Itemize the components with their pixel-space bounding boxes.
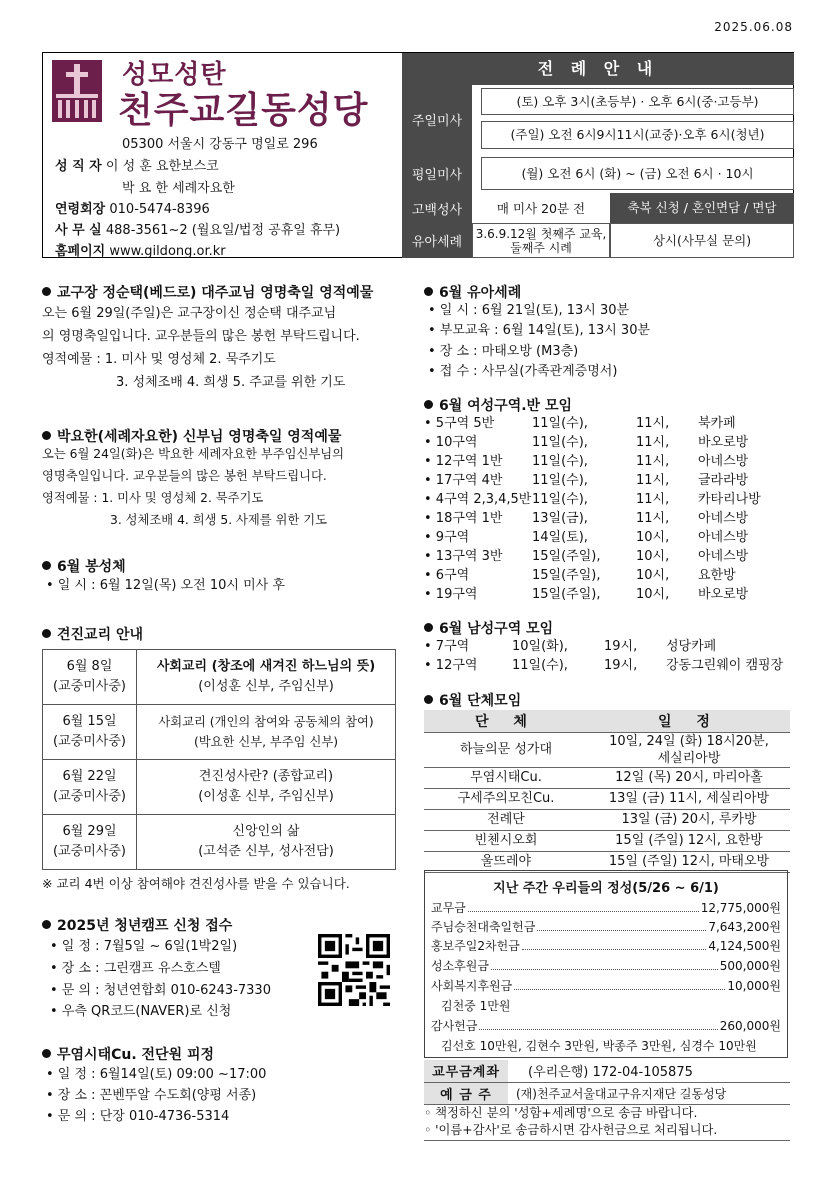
schedule-title: 전 례 안 내: [402, 53, 794, 85]
list-item-cell: 요한방: [698, 568, 736, 583]
list-item-cell: 15일(주일),: [532, 587, 601, 602]
women-meeting-list: [424, 414, 794, 604]
confirmation-title: 견진교리 안내: [42, 624, 143, 644]
list-item-cell: 13일(금),: [532, 511, 588, 526]
list-item: [424, 509, 794, 528]
church-logo-icon: [52, 60, 102, 122]
list-item: [424, 547, 794, 566]
offering-donor: 김선호 10만원, 김현수 3만원, 박종주 3만원, 심경수 10만원: [441, 1039, 757, 1053]
list-item-cell: 11일(수),: [532, 435, 588, 450]
list-item-cell: 아네스방: [698, 549, 749, 564]
list-item: [424, 566, 794, 585]
priest-text-1: 오는 6월 24일(화)은 박요한 세례자요한 부주임신부님의: [42, 447, 345, 461]
communion-title: 6월 봉성체: [42, 556, 126, 576]
communion-time: • 일 시 : 6월 12일(목) 오전 10시 미사 후: [46, 578, 285, 593]
confirmation-note: ※ 교리 4번 이상 참여해야 견진성사를 받을 수 있습니다.: [42, 876, 350, 891]
weekday-mass: (월) 오전 6시 (화) ~ (금) 오전 6시 · 10시: [481, 157, 794, 190]
list-item-cell: • 12구역 1반: [424, 454, 503, 469]
list-item-cell: 북카페: [698, 416, 736, 431]
president-phone: 010-5474-8396: [109, 202, 210, 217]
retreat-date: • 일 정 : 6월14일(토) 09:00 ~17:00: [46, 1067, 267, 1082]
list-item: [424, 585, 794, 604]
confirmation-table: [42, 649, 396, 870]
list-item-cell: 아네스방: [698, 454, 749, 469]
offering-title: 지난 주간 우리들의 정성(5/26 ~ 6/1): [493, 881, 719, 896]
retreat-contact: • 문 의 : 단장 010-4736-5314: [46, 1109, 230, 1124]
priest-feast-title: 박요한(세례자요한) 신부님 영명축일 영적예물: [42, 426, 341, 446]
retreat-title: 무염시태Cu. 전단원 피정: [42, 1044, 214, 1064]
women-meeting-title: 6월 여성구역.반 모임: [424, 395, 572, 415]
list-item-cell: • 6구역: [424, 568, 470, 583]
offering-row: 교무금 12,775,000원: [431, 901, 781, 915]
transfer-note-1: ◦ 책정하신 분의 '성함+세례명'으로 송금 바랍니다.: [424, 1106, 698, 1120]
list-item: [424, 656, 794, 675]
confession-label: 고백성사: [402, 193, 472, 223]
issue-date: 2025.06.08: [714, 20, 793, 34]
bank-account-table: [424, 1060, 790, 1105]
list-item: [424, 490, 794, 509]
men-meeting-title: 6월 남성구역 모임: [424, 618, 553, 638]
list-item-cell: 11일(수),: [532, 416, 588, 431]
list-item-cell: • 5구역 5반: [424, 416, 495, 431]
men-meeting-list: [424, 637, 794, 675]
list-item: [424, 637, 794, 656]
schedule-column-header: 일 정: [588, 710, 790, 732]
list-item-cell: 19시,: [604, 658, 638, 673]
youth-camp-date: • 일 정 : 7월5일 ~ 6일(1박2일): [50, 939, 238, 954]
group-column-header: 단 체: [424, 710, 588, 732]
archbishop-text-4: 3. 성체조배 4. 희생 5. 주교를 위한 기도: [116, 375, 346, 390]
list-item-cell: 11일(수),: [512, 658, 568, 673]
table-row: 6월 8일 (교중미사중) 사회교리 (창조에 새겨진 하느님의 뜻) (이성훈 신부, 주임신부): [43, 650, 396, 705]
retreat-place: • 장 소 : 꼰벤뚜알 수도회(양평 서종): [46, 1088, 257, 1103]
list-item-cell: 10시,: [636, 587, 670, 602]
table-row: 울뜨레야 15일 (주일) 12시, 마태오방: [424, 851, 790, 872]
list-item: [424, 433, 794, 452]
list-item-cell: 성당카페: [666, 639, 717, 654]
offering-row: 성소후원금 500,000원: [431, 959, 781, 973]
account-label: 교무금계좌: [424, 1060, 508, 1082]
table-row: 구세주의모친Cu. 13일 (금) 11시, 세실리아방: [424, 788, 790, 809]
list-item: [424, 414, 794, 433]
staff-2: 박 요 한 세례자요한: [122, 181, 235, 196]
priest-text-2: 영명축일입니다. 교우분들의 많은 봉헌 부탁드립니다.: [42, 469, 327, 483]
list-item-cell: 10시,: [636, 549, 670, 564]
youth-camp-contact: • 문 의 : 청년연합회 010-6243-7330: [50, 983, 271, 998]
staff-label: 성 직 자: [55, 159, 102, 174]
youth-camp-title: 2025년 청년캠프 신청 접수: [42, 915, 232, 935]
list-item-cell: 11시,: [636, 473, 670, 488]
list-item-cell: 바오로방: [698, 587, 749, 602]
parish-subtitle: 성모성탄: [122, 60, 227, 90]
archbishop-text-1: 오는 6월 29일(주일)은 교구장이신 정순택 대주교님: [42, 306, 337, 321]
list-item-cell: 카타리나방: [698, 492, 761, 507]
infant-baptism-title: 6월 유아세례: [424, 282, 521, 302]
list-item-cell: • 19구역: [424, 587, 478, 602]
account-number: (우리은행) 172-04-105875: [508, 1060, 790, 1082]
list-item-cell: 강동그린웨이 캠핑장: [666, 658, 784, 673]
baptism-note: 상시(사무실 문의): [610, 223, 794, 258]
table-row: 무염시태Cu. 12일 (목) 20시, 마리아홀: [424, 767, 790, 788]
list-item-cell: 14일(토),: [532, 530, 588, 545]
priest-text-3: 영적예물 : 1. 미사 및 영성체 2. 묵주기도: [42, 491, 264, 505]
staff-1: 이 성 훈 요한보스코: [105, 159, 219, 174]
homepage-link[interactable]: www.gildong.or.kr: [109, 244, 226, 259]
list-item-cell: 11시,: [636, 492, 670, 507]
list-item-cell: 11시,: [636, 435, 670, 450]
list-item-cell: • 13구역 3반: [424, 549, 503, 564]
baptism-label: 유아세례: [402, 223, 472, 258]
offering-row: 감사헌금 260,000원: [431, 1019, 781, 1033]
offering-row: 홍보주일2차헌금 4,124,500원: [431, 939, 781, 953]
list-item: [424, 528, 794, 547]
parish-title: 천주교길동성당: [118, 90, 369, 131]
table-row: 하늘의문 성가대 10일, 24일 (화) 18시20분, 세실리아방: [424, 732, 790, 767]
office-label: 사 무 실: [55, 223, 102, 238]
list-item-cell: 아네스방: [698, 530, 749, 545]
infant-baptism-date: • 일 시 : 6월 21일(토), 13시 30분: [428, 303, 630, 318]
list-item-cell: 바오로방: [698, 435, 749, 450]
archbishop-feast-title: 교구장 정순택(베드로) 대주교님 영명축일 영적예물: [42, 282, 373, 302]
table-row: 전례단 13일 (금) 20시, 루카방: [424, 809, 790, 830]
list-item-cell: • 7구역: [424, 639, 470, 654]
list-item-cell: 10시,: [636, 568, 670, 583]
blessing-request: 축복 신청 / 혼인면담 / 면담: [610, 193, 794, 223]
table-row: 6월 29일 (교중미사중) 신앙인의 삶 (고석준 신부, 성사전담): [43, 815, 396, 870]
list-item: [424, 471, 794, 490]
offering-donor: 김천중 1만원: [441, 999, 511, 1013]
list-item-cell: 11일(수),: [532, 492, 588, 507]
list-item-cell: 19시,: [604, 639, 638, 654]
list-item-cell: 15일(주일),: [532, 549, 601, 564]
homepage-label: 홈페이지: [55, 244, 106, 259]
list-item-cell: • 17구역 4반: [424, 473, 503, 488]
list-item-cell: • 4구역 2,3,4,5반: [424, 492, 532, 507]
list-item-cell: 글라라방: [698, 473, 749, 488]
list-item-cell: 11일(수),: [532, 473, 588, 488]
list-item-cell: • 18구역 1반: [424, 511, 503, 526]
list-item-cell: 11일(수),: [532, 454, 588, 469]
infant-baptism-education: • 부모교육 : 6월 14일(토), 13시 30분: [428, 323, 651, 338]
list-item-cell: 15일(주일),: [532, 568, 601, 583]
archbishop-text-2: 의 영명축일입니다. 교우분들의 많은 봉헌 부탁드립니다.: [42, 329, 360, 344]
infant-baptism-place: • 장 소 : 마태오방 (M3층): [428, 344, 579, 359]
president-label: 연령회장: [55, 202, 106, 217]
weekday-mass-label: 평일미사: [402, 153, 472, 193]
qr-code-icon[interactable]: [318, 934, 390, 1006]
table-row: 6월 15일 (교중미사중) 사회교리 (개인의 참여와 공동체의 참여) (박요한 신부, 부주임 신부): [43, 705, 396, 760]
list-item-cell: • 12구역: [424, 658, 478, 673]
holder-label: 예 금 주: [424, 1082, 508, 1104]
address: 05300 서울시 강동구 명일로 296: [122, 137, 318, 152]
group-meeting-title: 6월 단체모임: [424, 690, 521, 710]
confession-time: 매 미사 20분 전: [496, 201, 586, 216]
offering-row: 사회복지후원금 10,000원: [431, 979, 781, 993]
archbishop-text-3: 영적예물 : 1. 미사 및 영성체 2. 묵주기도: [42, 352, 276, 367]
list-item-cell: 10시,: [636, 530, 670, 545]
list-item-cell: 11시,: [636, 454, 670, 469]
list-item-cell: 아네스방: [698, 511, 749, 526]
table-row: 6월 22일 (교중미사중) 견진성사란? (종합교리) (이성훈 신부, 주임신부): [43, 760, 396, 815]
offering-row: 주님승천대축일헌금 7,643,200원: [431, 920, 781, 934]
list-item-cell: 11시,: [636, 511, 670, 526]
list-item-cell: • 9구역: [424, 530, 470, 545]
office-info: 488-3561~2 (월요일/법정 공휴일 휴무): [105, 223, 341, 238]
group-meeting-table: [424, 710, 790, 873]
transfer-note-2: ◦ '이름+감사'로 송금하시면 감사헌금으로 처리됩니다.: [424, 1123, 718, 1137]
sunday-mass-sun: (주일) 오전 6시9시11시(교중)·오후 6시(청년): [481, 121, 794, 149]
infant-baptism-registration: • 접 수 : 사무실(가족관계증명서): [428, 364, 618, 379]
priest-text-4: 3. 성체조배 4. 희생 5. 사제를 위한 기도: [110, 513, 327, 527]
sunday-mass-sat: (토) 오후 3시(초등부) · 오후 6시(중·고등부): [481, 88, 794, 115]
youth-camp-qr-note: • 우측 QR코드(NAVER)로 신청: [50, 1004, 232, 1019]
offering-box: [424, 870, 788, 1058]
baptism-schedule: 3.6.9.12월 첫째주 교육, 둘째주 시례: [472, 223, 610, 258]
list-item-cell: 11시,: [636, 416, 670, 431]
list-item: [424, 452, 794, 471]
list-item-cell: • 10구역: [424, 435, 478, 450]
account-holder: (재)천주교서울대교구유지재단 길동성당: [508, 1082, 790, 1104]
youth-camp-place: • 장 소 : 그린캠프 유스호스텔: [50, 961, 221, 976]
list-item-cell: 10일(화),: [512, 639, 568, 654]
table-row: 빈첸시오회 15일 (주일) 12시, 요한방: [424, 830, 790, 851]
sunday-mass-label: 주일미사: [402, 85, 472, 153]
